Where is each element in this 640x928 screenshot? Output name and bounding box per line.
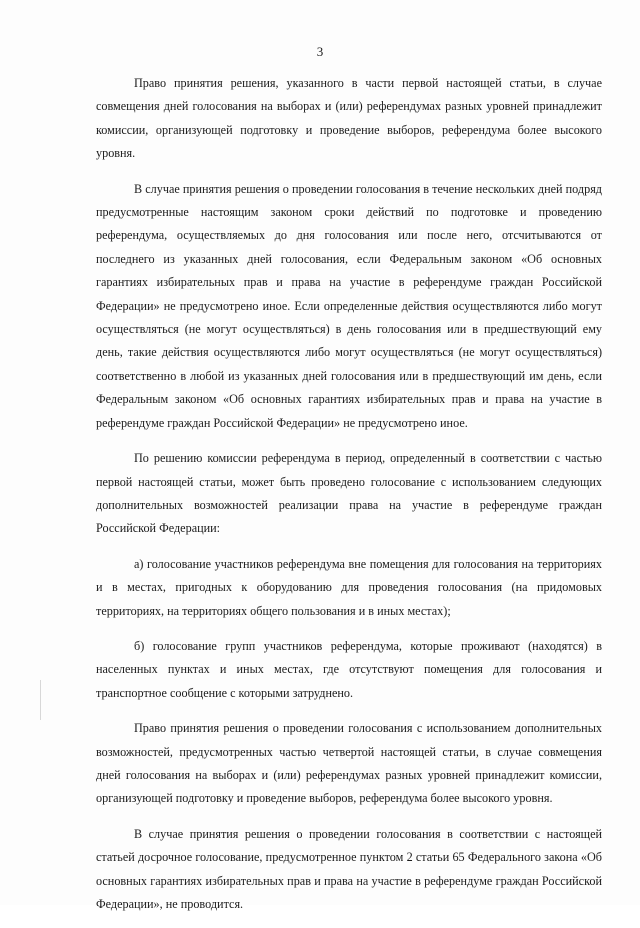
paragraph-3: По решению комиссии референдума в период, определенный в соответствии с частью первой настоящей статьи, может быть проведено голосование с использованием следующих дополнительных возможностей реализации права на участие в референдуме граждан Российской Федерации: [96,451,602,536]
paragraph-2: В случае принятия решения о проведении голосования в течение нескольких дней подряд предусмотренные настоящим законом сроки действий по подготовке и проведению референдума, осуществляемых до дня голосования или после него, отсчитываются от последнего из указанных дней голосования, если Федеральным законом «Об основных гарантиях избирательных прав и права на участие в референдуме граждан Российской Федерации» не предусмотрено иное. Если определенные действия осуществляются либо могут осуществляться (не могут осуществляться) в день голосования или в предшествующий ему день, такие действия осуществляются либо могут осуществляться (не могут осуществляться) соответственно в любой из указанных дней голосования или в предшествующий им день, если Федеральным законом «Об основных гарантиях избирательных прав и права на участие в референдуме граждан Российской Федерации» не предусмотрено иное. [96,181,602,430]
paragraph-5: б) голосование групп участников референдума, которые проживают (находятся) в населенных пунктах и иных местах, где отсутствуют помещения для голосования и транспортное сообщение с которыми затруднено. [96,638,602,700]
scan-margin-mark [40,680,41,720]
page-number: 3 [316,44,324,59]
paragraph-7: В случае принятия решения о проведении голосования в соответствии с настоящей статьей досрочное голосование, предусмотренное пунктом 2 статьи 65 Федерального закона «Об основных гарантиях избирательных прав и права на участие в референдуме граждан Российской Федерации», не проводится. [96,826,602,911]
paragraph-1: Право принятия решения, указанного в части первой настоящей статьи, в случае совмещения дней голосования на выборах и (или) референдумах разных уровней принадлежит комиссии, организующей подготовку и проведение выборов, референдума более высокого уровня. [96,76,602,161]
document-body [96,72,602,928]
paragraph-6: Право принятия решения о проведении голосования с использованием дополнительных возможностей, предусмотренных частью четвертой настоящей статьи, в случае совмещения дней голосования на выборах и (или) референдумах разных уровней принадлежит комиссии, организующей подготовку и проведение выборов, референдума более высокого уровня. [96,721,602,806]
paragraph-4: а) голосование участников референдума вне помещения для голосования на территориях и в местах, пригодных к оборудованию для проведения голосования (на придомовых территориях, на территориях общего пользования и в иных местах); [96,556,602,618]
